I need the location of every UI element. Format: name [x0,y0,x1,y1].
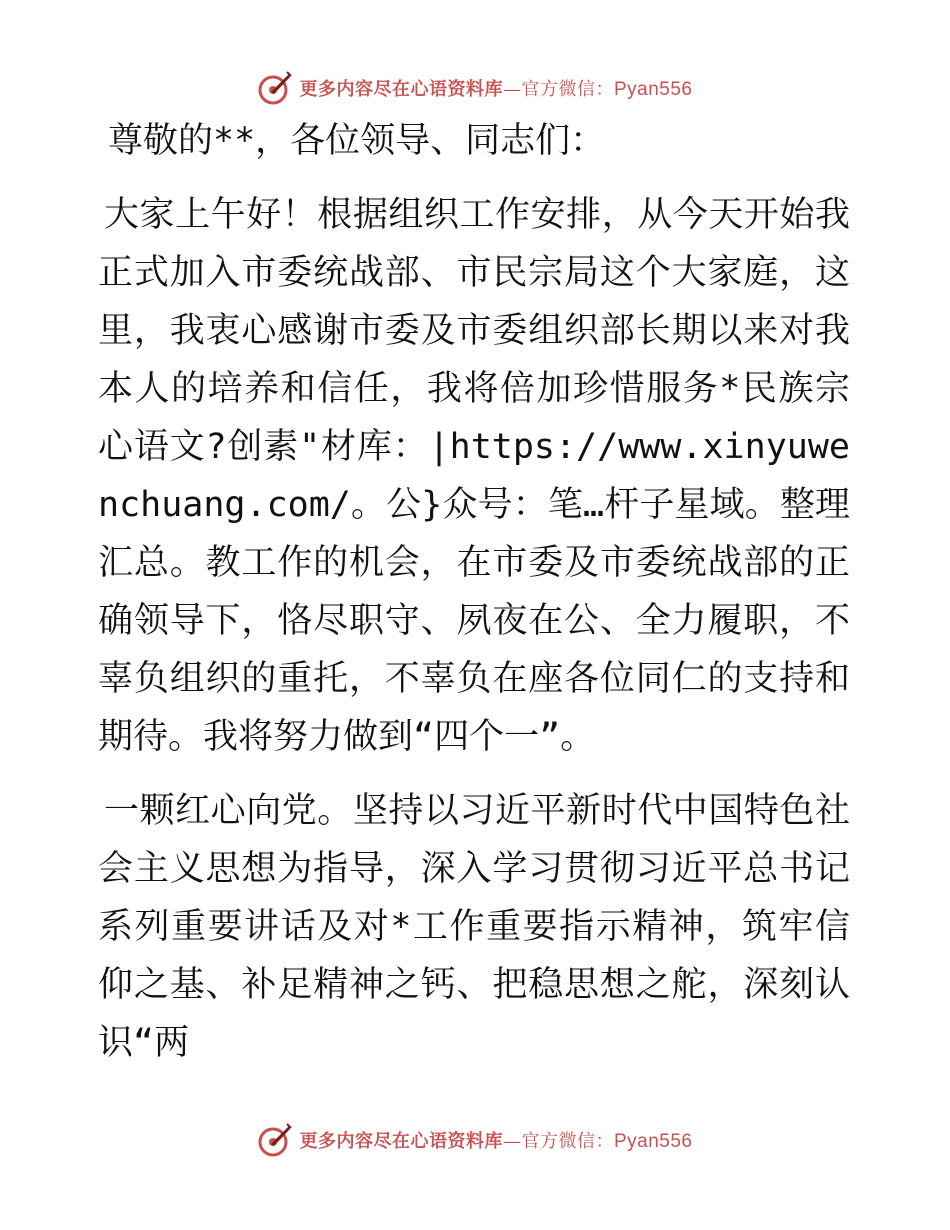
banner-title: 更多内容尽在心语资料库 [299,79,503,100]
banner-text [299,1127,692,1153]
salutation-paragraph: 尊敬的**，各位领导、同志们： [108,121,606,161]
banner-title: 更多内容尽在心语资料库 [299,1131,503,1152]
banner-subtitle: —官方微信： [502,1131,614,1152]
footer-banner [0,1120,950,1160]
banner-handle: Pyan556 [613,79,693,100]
header-banner [0,68,950,108]
banner-text [299,75,692,101]
first-point-paragraph: 一颗红心向党。坚持以习近平新时代中国特色社会主义思想为指导，深入学习贯彻习近平总书记系列重要讲话及对*工作重要指示精神，筑牢信仰之基、补足精神之钙、把稳思想之舵，深刻认识“两 [98,791,850,1063]
intro-paragraph: 大家上午好！根据组织工作安排，从今天开始我正式加入市委统战部、市民宗局这个大家庭，这里，我衷心感谢市委及市委组织部长期以来对我本人的培养和信任，我将倍加珍惜服务*民族宗心语文?创素"材库：|https://www.xinyuwenchuang.com/。公}众号：笔…杆子星域。整理汇总。教工作的机会，在市委及市委统战部的正确领导下，恪尽职守、夙夜在公、全力履职，不辜负组织的重托，不辜负在座各位同仁的支持和期待。我将努力做到“四个一”。 [98,195,850,757]
quill-logo-icon [257,1122,293,1158]
banner-handle: Pyan556 [613,1131,693,1152]
document-body [98,112,850,1072]
banner-subtitle: —官方微信： [502,79,614,100]
quill-logo-icon [257,70,293,106]
